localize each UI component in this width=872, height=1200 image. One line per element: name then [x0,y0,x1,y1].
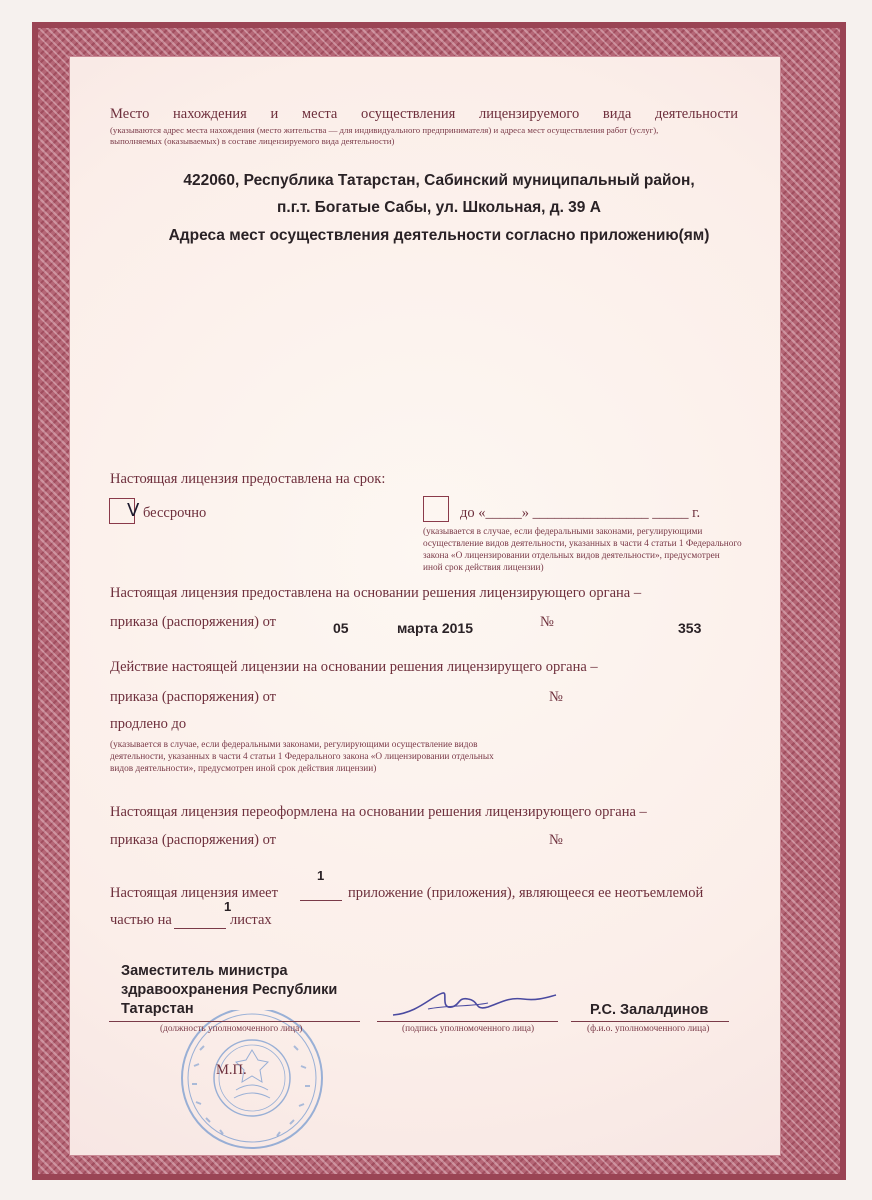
basis-number-sign: № [540,614,554,630]
basis-order-month-year: марта 2015 [397,620,474,636]
basis-line: Настоящая лицензия предоставлена на основании решения лицензирующего органа – [110,585,642,601]
appendix-label-start: Настоящая лицензия имеет [110,885,278,901]
location-hint-line2: выполняемых (оказываемых) в составе лицензируемого вида деятельности) [110,136,395,146]
location-hint-line1: (указываются адрес места нахождения (место жительства — для индивидуального предпринимателя) и адреса мест осуществления работ (услуг), [110,125,659,135]
until-hint-3: закона «О лицензировании отдельных видов деятельности», предусмотрен [423,551,720,561]
seal-text-marks [192,1046,310,1136]
signer-name: Р.С. Залалдинов [590,1002,709,1018]
until-hint-4: иной срок действия лицензии) [423,563,544,573]
sheets-count: 1 [224,899,232,914]
position-caption: (должность уполномоченного лица) [160,1024,303,1034]
extension-order-label: приказа (распоряжения) от [110,689,276,705]
extension-hint-3: видов деятельности», предусмотрен иной срок действия лицензии) [110,764,377,774]
sheets-suffix: листах [230,912,272,928]
until-hint-2: осуществление видов деятельности, указанных в части 4 статьи 1 Федерального [423,539,742,549]
reissue-line: Настоящая лицензия переоформлена на основании решения лицензирующего органа – [110,804,647,820]
sheets-prefix: частью на [110,912,172,928]
extension-hint-2: деятельности, указанных в части 4 статьи 1 Федерального закона «О лицензировании отдельных [110,752,494,762]
reissue-number-sign: № [549,832,563,848]
address-line-1: 422060, Республика Татарстан, Сабинский муниципальный район, [183,172,695,189]
basis-order-day: 05 [333,620,349,636]
seal-label: М.П. [216,1062,247,1078]
signature-caption: (подпись уполномоченного лица) [402,1024,535,1034]
name-caption: (ф.и.о. уполномоченного лица) [587,1024,710,1034]
until-date-checkbox [423,496,449,522]
signer-position-line-2: здравоохранения Республики [121,982,338,998]
until-hint-1: (указывается в случае, если федеральными законами, регулирующими [423,527,703,537]
name-underline [571,1021,729,1022]
address-line-3: Адреса мест осуществления деятельности согласно приложению(ям) [168,227,710,244]
reissue-order-label: приказа (распоряжения) от [110,832,276,848]
location-title: Место нахождения и места осуществления лицензируемого вида деятельности [110,106,738,122]
extension-number-sign: № [549,689,563,705]
sheets-count-line [174,928,226,929]
position-underline [109,1021,360,1022]
signature-underline [377,1021,558,1022]
basis-order-label: приказа (распоряжения) от [110,614,276,630]
extension-line: Действие настоящей лицензии на основании решения лицензирущего органа – [110,659,598,675]
indefinite-label: бессрочно [143,505,207,521]
appendix-count: 1 [317,868,325,883]
signer-position-line-1: Заместитель министра [121,963,288,979]
extension-hint-1: (указывается в случае, если федеральными законами, регулирующими осуществление видов [110,740,478,750]
handwritten-signature [388,985,558,1025]
appendix-label-end: приложение (приложения), являющееся ее неотъемлемой [348,885,704,901]
appendix-count-line [300,900,342,901]
basis-order-number: 353 [678,620,702,636]
term-title: Настоящая лицензия предоставлена на срок: [110,471,386,487]
checkbox-mark: V [127,500,140,521]
address-line-2: п.г.т. Богатые Сабы, ул. Школьная, д. 39 А [277,199,601,216]
extended-until-label: продлено до [110,716,187,732]
until-date-label: до «_____» ________________ _____ г. [460,505,701,521]
signer-position-line-3: Татарстан [121,1001,194,1017]
